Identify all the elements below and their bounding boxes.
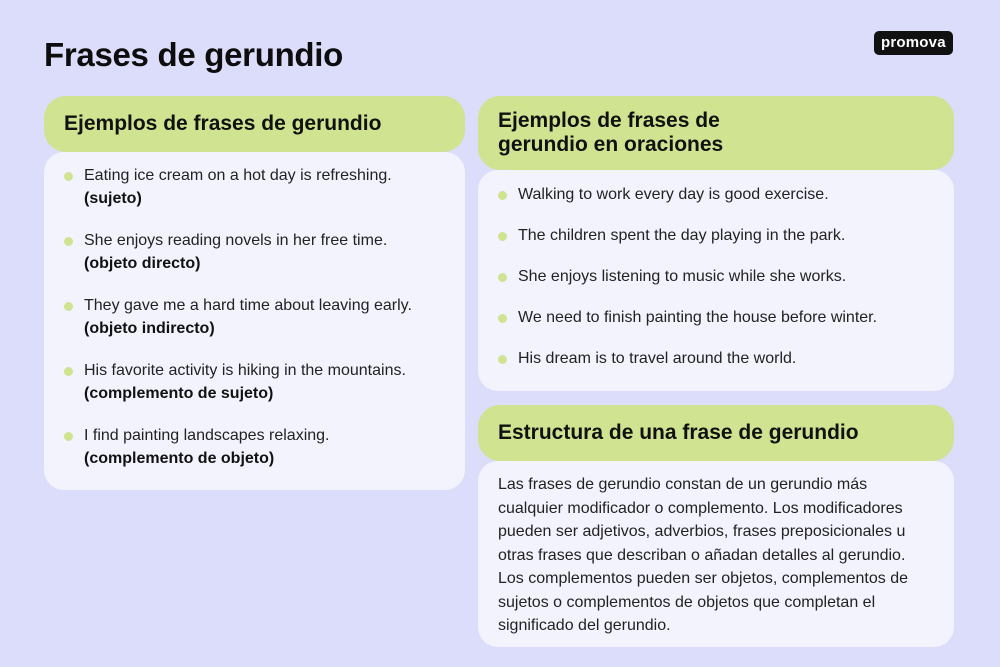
bullet-icon xyxy=(64,432,73,441)
list-item xyxy=(478,306,954,329)
list-item xyxy=(44,164,425,210)
list-item xyxy=(44,294,425,340)
sentences-card-title xyxy=(478,96,954,170)
example-tag: (complemento de objeto) xyxy=(84,450,275,467)
example-tag: (objeto directo) xyxy=(84,255,201,272)
bullet-icon xyxy=(498,314,507,323)
example-tag: (objeto indirecto) xyxy=(84,320,215,337)
example-text: They gave me a hard time about leaving early. xyxy=(84,297,412,314)
examples-card xyxy=(44,96,465,490)
sentence-text: The children spent the day playing in the park. xyxy=(518,227,846,244)
sentences-card xyxy=(478,96,954,391)
bullet-icon xyxy=(498,191,507,200)
bullet-icon xyxy=(498,273,507,282)
bullet-icon xyxy=(498,355,507,364)
bullet-icon xyxy=(64,237,73,246)
sentences-card-body xyxy=(478,170,954,391)
sentences-title-line2: gerundio en oraciones xyxy=(498,133,724,156)
page-title: Frases de gerundio xyxy=(44,36,344,73)
examples-card-body xyxy=(44,152,465,490)
list-item xyxy=(44,424,425,470)
sentences-list xyxy=(478,170,954,370)
list-item xyxy=(44,229,425,275)
example-text: She enjoys reading novels in her free time. xyxy=(84,232,388,249)
sentence-text: Walking to work every day is good exercise. xyxy=(518,186,829,203)
structure-card xyxy=(478,405,954,647)
sentence-text: His dream is to travel around the world. xyxy=(518,350,797,367)
examples-list xyxy=(44,152,465,470)
structure-card-title: Estructura de una frase de gerundio xyxy=(478,405,954,461)
list-item xyxy=(44,359,425,405)
bullet-icon xyxy=(498,232,507,241)
bullet-icon xyxy=(64,302,73,311)
list-item xyxy=(478,183,954,206)
sentences-title-line1: Ejemplos de frases de xyxy=(498,109,720,132)
example-text: Eating ice cream on a hot day is refreshing. xyxy=(84,167,392,184)
structure-card-body xyxy=(478,461,954,647)
bullet-icon xyxy=(64,367,73,376)
list-item xyxy=(478,347,954,370)
examples-card-title: Ejemplos de frases de gerundio xyxy=(44,96,465,152)
example-text: His favorite activity is hiking in the mountains. xyxy=(84,362,406,379)
example-text: I find painting landscapes relaxing. xyxy=(84,427,330,444)
example-tag: (sujeto) xyxy=(84,190,142,207)
list-item xyxy=(478,224,954,247)
sentence-text: We need to finish painting the house before winter. xyxy=(518,309,878,326)
sentence-text: She enjoys listening to music while she works. xyxy=(518,268,847,285)
example-tag: (complemento de sujeto) xyxy=(84,385,274,402)
promova-logo: promova xyxy=(874,31,953,55)
structure-paragraph: Las frases de gerundio constan de un gerundio más cualquier modificador o complemento. Los modificadores pueden ser adjetivos, adverbios, frases preposicionales u otras frases que describan o añadan detalles al gerundio. Los complementos pueden ser objetos, complementos de sujetos o complementos de objetos que completan el significado del gerundio. xyxy=(498,476,909,634)
bullet-icon xyxy=(64,172,73,181)
list-item xyxy=(478,265,954,288)
